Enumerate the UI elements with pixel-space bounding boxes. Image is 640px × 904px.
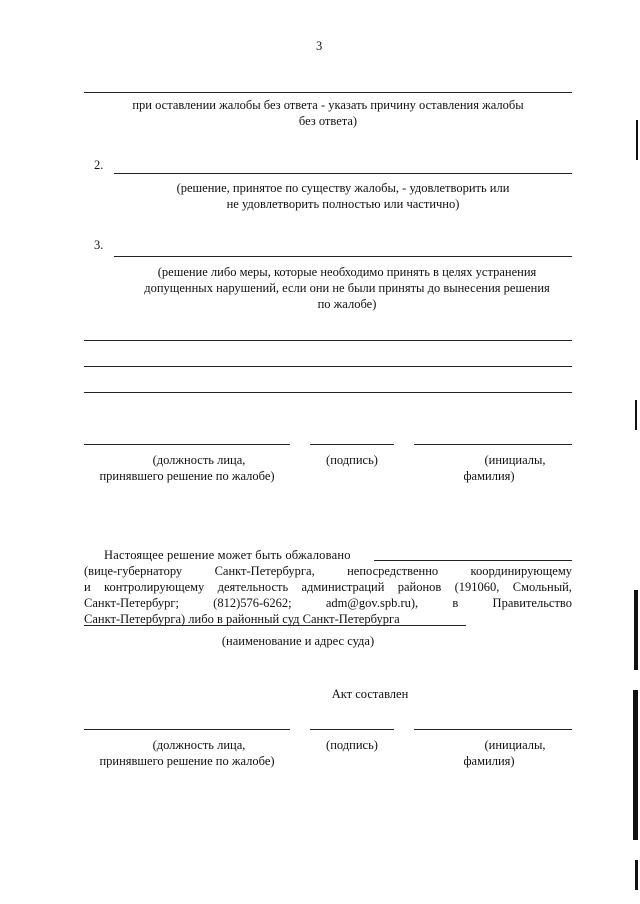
appeal-line4-word: (812)576-6262; — [213, 596, 292, 610]
appeal-line4-word: adm@gov.spb.ru), — [325, 596, 419, 610]
sig2-signature-label: (подпись) — [326, 738, 378, 752]
sig2-position-line — [84, 729, 290, 730]
sig1-position-line — [84, 444, 290, 445]
appeal-line2-word: координирующему — [470, 564, 572, 578]
sig1-signature-line — [310, 444, 394, 445]
sig2-signature-line — [310, 729, 394, 730]
appeal-line3-word: деятельность — [217, 580, 289, 594]
appeal-line2-word: (вице-губернатору — [84, 564, 183, 578]
appeal-line2 — [84, 563, 572, 579]
appeal-line4 — [84, 595, 572, 611]
item2-number: 2. — [94, 158, 104, 172]
sig1-signature-label: (подпись) — [326, 453, 378, 467]
sig1-initials-line — [414, 444, 572, 445]
appeal-line3-word: и — [84, 580, 91, 594]
court-fill-line — [84, 625, 466, 626]
item3-fill-line — [114, 256, 572, 257]
appeal-line3-word: контролирующему — [104, 580, 205, 594]
sig2-initials-label-line1: (инициалы, — [484, 738, 546, 752]
item2-fill-line — [114, 173, 572, 174]
appeal-line2-word: Санкт-Петербурга, — [214, 564, 315, 578]
sig1-initials-label-line2: фамилия) — [463, 469, 515, 483]
appeal-fill-line — [374, 560, 572, 561]
item3-caption-line1: (решение либо меры, которые необходимо принять в целях устранения — [157, 265, 537, 279]
appeal-line3 — [84, 579, 572, 595]
appeal-line2-word: непосредственно — [347, 564, 439, 578]
sig1-position-label-line2: принявшего решение по жалобе) — [99, 469, 275, 483]
act-compiled-label: Акт составлен — [331, 687, 409, 701]
sig2-initials-label-line2: фамилия) — [463, 754, 515, 768]
appeal-line4-word: в — [452, 596, 459, 610]
scan-edge-mark — [635, 860, 638, 890]
sig1-position-label-line1: (должность лица, — [152, 453, 246, 467]
fill-line-1 — [84, 340, 572, 341]
item3-caption-line3: по жалобе) — [317, 297, 377, 311]
appeal-line5: Санкт-Петербурга) либо в районный суд Санкт-Петербурга — [84, 612, 400, 626]
sig2-position-label-line2: принявшего решение по жалобе) — [99, 754, 275, 768]
appeal-line1: Настоящее решение может быть обжаловано — [104, 548, 351, 562]
appeal-line4-word: Санкт-Петербург; — [84, 596, 179, 610]
page-number: 3 — [316, 39, 323, 53]
item3-number: 3. — [94, 238, 104, 252]
sig2-position-label-line1: (должность лица, — [152, 738, 246, 752]
item3-caption-line2: допущенных нарушений, если они не были приняты до вынесения решения — [144, 281, 550, 295]
appeal-line3-word: Смольный, — [512, 580, 572, 594]
fill-line-3 — [84, 392, 572, 393]
item2-caption-line2: не удовлетворить полностью или частично) — [226, 197, 460, 211]
item1-caption-line2: без ответа) — [298, 114, 358, 128]
item1-caption-line1: при оставлении жалобы без ответа - указать причину оставления жалобы — [132, 98, 524, 112]
item1-fill-line — [84, 92, 572, 93]
scan-edge-mark — [633, 690, 638, 840]
sig1-initials-label-line1: (инициалы, — [484, 453, 546, 467]
court-caption: (наименование и адрес суда) — [221, 634, 375, 648]
scan-edge-mark — [635, 400, 637, 430]
scan-edge-mark — [634, 590, 638, 670]
item2-caption-line1: (решение, принятое по существу жалобы, - удовлетворить или — [176, 181, 510, 195]
sig2-initials-line — [414, 729, 572, 730]
appeal-line3-word: районов — [397, 580, 442, 594]
scan-edge-mark — [636, 120, 638, 160]
fill-line-2 — [84, 366, 572, 367]
appeal-line3-word: администраций — [301, 580, 385, 594]
appeal-line4-word: Правительство — [492, 596, 572, 610]
appeal-line3-word: (191060, — [454, 580, 500, 594]
